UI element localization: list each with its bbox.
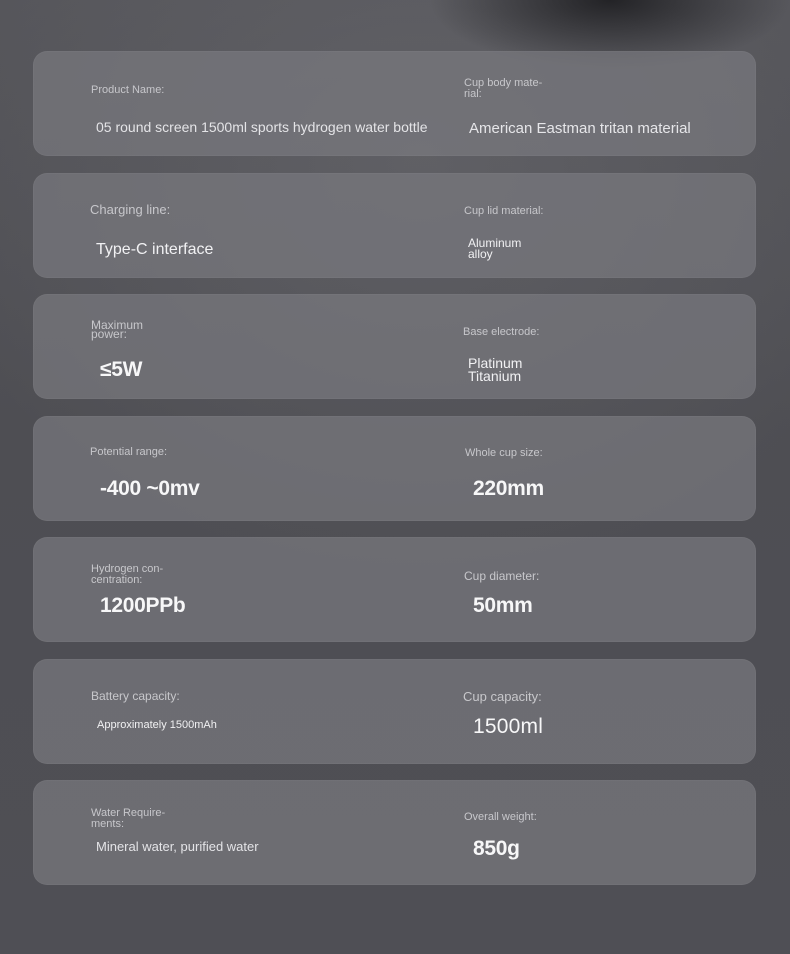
spec-value-overall-weight: 850g	[473, 837, 520, 860]
spec-label-potential-range: Potential range:	[90, 446, 168, 458]
spec-label-cup-body-material: Cup body mate- rial:	[464, 77, 543, 100]
spec-label-product-name: Product Name:	[91, 84, 165, 96]
spec-card-battery	[33, 659, 756, 764]
spec-label-base-electrode: Base electrode:	[463, 326, 540, 338]
spec-card-potential	[33, 416, 756, 521]
spec-label-whole-cup-size: Whole cup size:	[465, 447, 543, 459]
spec-right-weight	[463, 780, 723, 885]
spec-value-water-requirements: Mineral water, purified water	[96, 839, 259, 854]
spec-card-power	[33, 294, 756, 399]
spec-label-battery-capacity: Battery capacity:	[91, 689, 180, 703]
spec-label-charging-line: Charging line:	[90, 202, 171, 217]
spec-left-potential	[90, 416, 450, 521]
spec-card-hydrogen	[33, 537, 756, 642]
spec-value-potential-range: -400 ~0mv	[100, 477, 200, 500]
spec-right-diameter	[463, 537, 723, 642]
spec-left-hydrogen	[90, 537, 450, 642]
spec-label-water-requirements: Water Require- ments:	[91, 807, 166, 830]
spec-label-overall-weight: Overall weight:	[464, 811, 537, 823]
spec-value-cup-diameter: 50mm	[473, 594, 533, 617]
spec-card-charging	[33, 173, 756, 278]
spec-value-cup-capacity: 1500ml	[473, 715, 544, 738]
spec-value-product-name: 05 round screen 1500ml sports hydrogen water bottle	[96, 119, 428, 135]
spec-label-cup-capacity: Cup capacity:	[463, 689, 542, 704]
spec-left-battery	[90, 659, 450, 764]
spec-card-product	[33, 51, 756, 156]
spec-label-max-power: Maximum power:	[91, 318, 144, 341]
spec-value-hydrogen-concentration: 1200PPb	[100, 594, 186, 617]
spec-label-cup-lid-material: Cup lid material:	[464, 205, 544, 217]
spec-value-battery-capacity: Approximately 1500mAh	[97, 719, 217, 731]
spec-right-electrode	[463, 294, 723, 399]
spec-left-product	[90, 51, 450, 156]
spec-label-hydrogen-concentration: Hydrogen con- centration:	[91, 563, 164, 586]
spec-value-base-electrode: Platinum Titanium	[468, 355, 523, 384]
spec-value-cup-body-material: American Eastman tritan material	[469, 120, 691, 137]
spec-left-water	[90, 780, 450, 885]
spec-left-power	[90, 294, 450, 399]
spec-right-cup-body	[463, 51, 723, 156]
spec-left-charging	[90, 173, 450, 278]
spec-value-whole-cup-size: 220mm	[473, 477, 544, 500]
spec-value-charging-line: Type-C interface	[96, 241, 214, 258]
spec-right-lid	[463, 173, 723, 278]
spec-value-cup-lid-material: Aluminum alloy	[468, 236, 522, 261]
spec-label-cup-diameter: Cup diameter:	[464, 569, 540, 583]
spec-right-cup-capacity	[463, 659, 723, 764]
spec-right-size	[463, 416, 723, 521]
spec-card-water	[33, 780, 756, 885]
spec-value-max-power: ≤5W	[100, 358, 143, 381]
